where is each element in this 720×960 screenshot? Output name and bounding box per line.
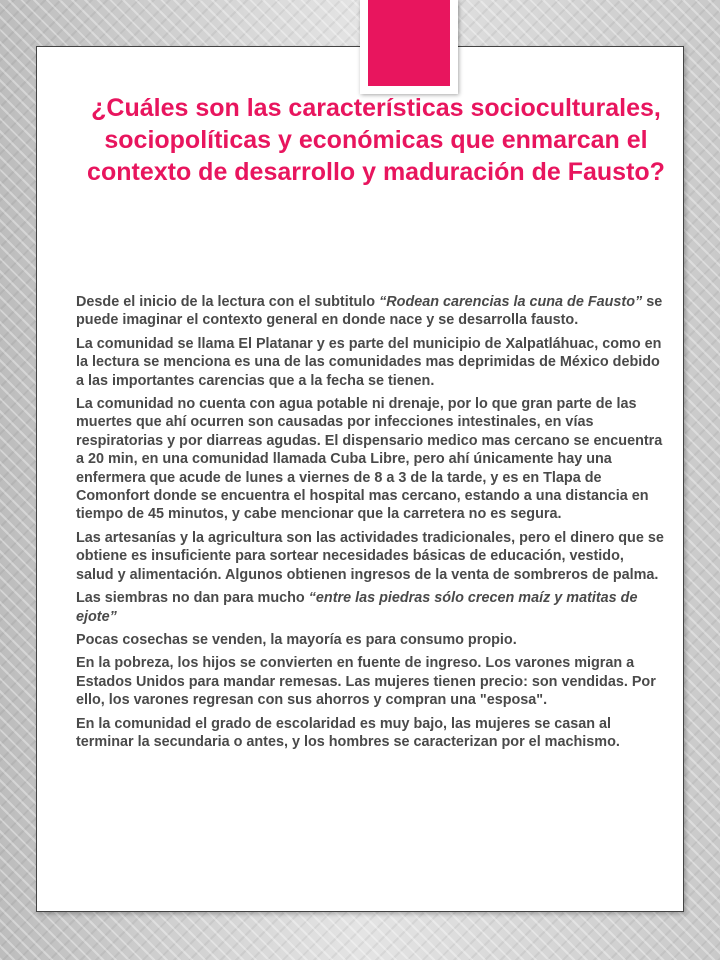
accent-block (368, 0, 450, 86)
quote-crops: “entre las piedras sólo crecen maíz y matitas de ejote” (76, 590, 638, 625)
paragraph-2: La comunidad se llama El Platanar y es parte del municipio de Xalpatláhuac, como en la lectura se menciona es una de las comunidades mas deprimidas de México debido a las importantes carencias que a la fecha se tienen. (76, 335, 662, 389)
paragraph-7: En la pobreza, los hijos se convierten en fuente de ingreso. Los varones migran a Estados Unidos para mandar remesas. Las mujeres tienen precio: son vendidas. Por ello, los varones regresan con sus ahorros y compran una "esposa". (76, 655, 656, 709)
paragraph-5: Las siembras no dan para mucho “entre las piedras sólo crecen maíz y matitas de ejote” (76, 590, 638, 625)
paragraph-1: Desde el inicio de la lectura con el subtitulo “Rodean carencias la cuna de Fausto” se puede imaginar el contexto general en donde nace y se desarrolla fausto. (76, 294, 663, 329)
paragraph-3: La comunidad no cuenta con agua potable ni drenaje, por lo que gran parte de las muertes que ahí ocurren son causadas por infecciones intestinales, en vías respiratorias y por diarreas agudas. El dispensario medico mas cercano se encuentra a 20 min, en una comunidad llamada Cuba Libre, pero ahí únicamente hay una enfermera que acude de lunes a viernes de 8 a 3 de la tarde, y es en Tlapa de Comonfort donde se encuentra el hospital mas cercano, estando a una distancia en tiempo de 45 minutos, y cabe mencionar que la carretera no es segura. (76, 396, 663, 523)
paragraph-8: En la comunidad el grado de escolaridad es muy bajo, las mujeres se casan al terminar la secundaria o antes, y los hombres se caracterizan por el machismo. (76, 715, 620, 750)
slide-title: ¿Cuáles son las características socioculturales, sociopolíticas y económicas que enmarcan el contexto de desarrollo y maduración de Fausto? (87, 94, 665, 186)
quote-subtitle: “Rodean carencias la cuna de Fausto” (379, 294, 643, 310)
accent-tab (360, 0, 458, 94)
paragraph-6: Pocas cosechas se venden, la mayoría es para consumo propio. (76, 631, 517, 648)
paragraph-4: Las artesanías y la agricultura son las actividades tradicionales, pero el dinero que se obtiene es insuficiente para sortear necesidades básicas de educación, vestido, salud y alimentación. Algunos obtienen ingresos de la venta de sombreros de palma. (76, 529, 664, 583)
slide-body (76, 293, 664, 756)
